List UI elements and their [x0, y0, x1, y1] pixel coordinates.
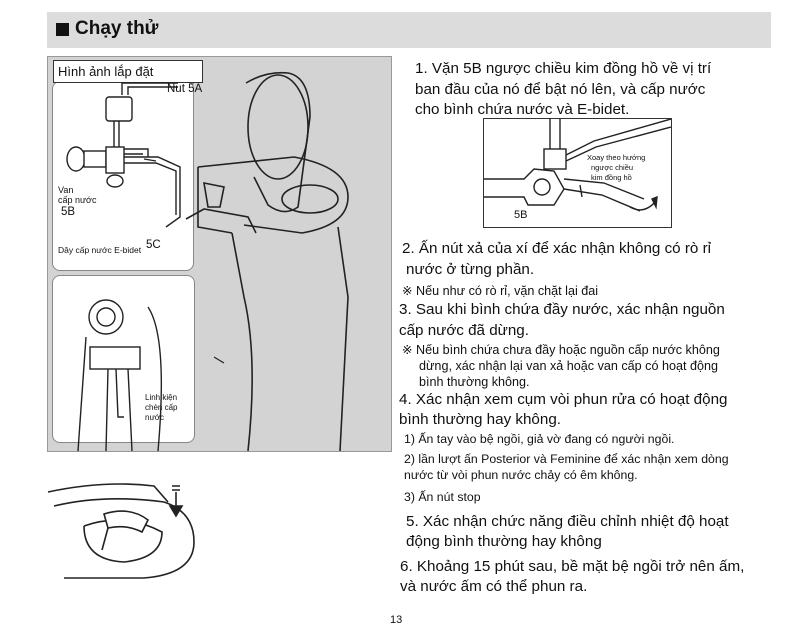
page-number: 13 [390, 614, 403, 626]
step1-line1: 1. Vặn 5B ngược chiều kim đồng hồ về vị trí [415, 60, 712, 77]
valve-rotation-drawing [484, 119, 671, 227]
rotate-label-2: ngược chiều [591, 163, 634, 172]
step3-line1: 3. Sau khi bình chứa đầy nước, xác nhận nguồn [399, 301, 725, 318]
rotate-label-1: Xoay theo hướng [587, 153, 646, 162]
detail-label-5b: 5B [514, 209, 528, 221]
step6-line1: 6. Khoảng 15 phút sau, bề mặt bệ ngồi trở nên ấm, [400, 558, 745, 575]
step4-sub2-line2: nước từ vòi phun nước chảy có êm không. [404, 468, 638, 482]
step3-note-line2: dừng, xác nhận lại van xả hoặc van cấp có hoạt động [419, 359, 718, 373]
label-5c: 5C [146, 239, 161, 251]
figure-caption: Hình ảnh lắp đặt [58, 64, 154, 79]
step4-line2: bình thường hay không. [399, 411, 561, 428]
step3-line2: cấp nước đã dừng. [399, 322, 529, 339]
section-title: Chạy thử [75, 18, 159, 39]
label-nut-5a: Nut 5A [167, 83, 203, 95]
part-label-1: Linh kiện [145, 393, 178, 402]
step1-line3: cho bình chứa nước và E-bidet. [415, 101, 630, 118]
step4-sub2-line1: 2) lần lượt ấn Posterior và Feminine để xác nhận xem dòng [404, 452, 729, 466]
step3-note-line1: ※ Nếu bình chứa chưa đầy hoặc nguồn cấp nước không [402, 343, 720, 357]
rotation-detail-figure [483, 118, 672, 228]
step4-sub1: 1) Ấn tay vào bệ ngồi, giả vờ đang có người ngồi. [404, 432, 675, 446]
step1-line2: ban đầu của nó để bật nó lên, và cấp nước [415, 81, 706, 98]
step4-line1: 4. Xác nhận xem cụm vòi phun rửa có hoạt động [399, 391, 728, 408]
square-bullet-icon [56, 23, 69, 36]
step5-line1: 5. Xác nhận chức năng điều chỉnh nhiệt độ hoạt [406, 513, 729, 530]
step5-line2: động bình thường hay không [406, 533, 602, 550]
rotate-label-3: kim đồng hồ [591, 173, 632, 182]
step4-sub3: 3) Ấn nút stop [404, 490, 481, 504]
step2-line2: nước ở từng phần. [406, 261, 535, 278]
section-header [47, 12, 771, 48]
valve-label-2: cấp nước [58, 195, 97, 205]
hose-label: Dây cấp nước E-bidet [58, 245, 142, 255]
part-label-2: chèn cấp [145, 403, 178, 412]
valve-label-1: Van [58, 185, 74, 195]
label-5b: 5B [61, 206, 76, 218]
part-label-3: nước [145, 413, 165, 422]
step6-line2: và nước ấm có thể phun ra. [400, 578, 588, 595]
step2-line1: 2. Ấn nút xả của xí để xác nhận không có rò rỉ [402, 240, 712, 257]
step3-note-line3: bình thường không. [419, 375, 530, 389]
installation-figure [47, 56, 392, 452]
hand-press-illustration [44, 462, 204, 580]
step2-note: ※ Nếu như có rò rỉ, vặn chặt lại đai [402, 284, 599, 298]
